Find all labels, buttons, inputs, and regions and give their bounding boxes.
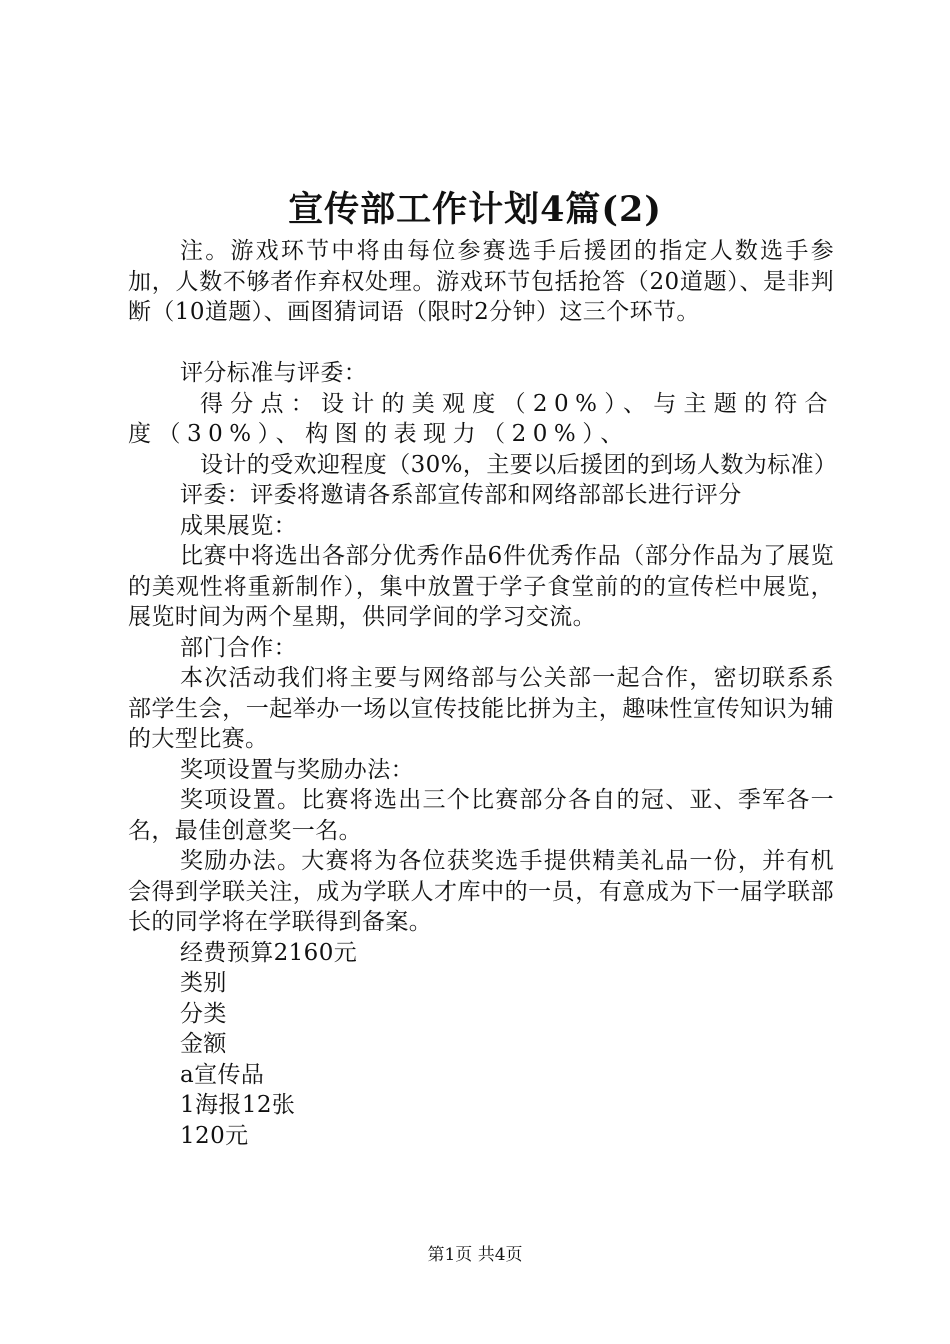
paragraph-reward-method: 奖励办法。大赛将为各位获奖选手提供精美礼品一份，并有机会得到学联关注，成为学联人才库中的一员，有意成为下一届学联部长的同学将在学联得到备案。: [128, 848, 834, 935]
blank-line: [128, 328, 834, 359]
document-body: [128, 236, 838, 1151]
heading-awards: 奖项设置与奖励办法：: [180, 756, 414, 783]
budget-item-amount: 120元: [180, 1122, 249, 1149]
page-title: 宣传部工作计划4篇(2): [288, 189, 662, 230]
budget-header-subcategory: 分类: [180, 1000, 227, 1027]
heading-scoring-judges: 评分标准与评委：: [180, 360, 368, 386]
paragraph-cooperation: 本次活动我们将主要与网络部与公关部一起合作，密切联系系部学生会，一起举办一场以宣传技能比拼为主，趣味性宣传知识为辅的大型比赛。: [128, 665, 834, 752]
paragraph-judges: 评委：评委将邀请各系部宣传部和网络部部长进行评分: [180, 482, 742, 508]
budget-item-category: a宣传品: [180, 1061, 265, 1088]
heading-exhibition: 成果展览：: [180, 512, 297, 539]
page-footer: 第1页 共4页: [427, 1245, 523, 1265]
budget-header-amount: 金额: [180, 1031, 227, 1057]
budget-item-poster: 1海报12张: [180, 1092, 296, 1118]
paragraph-exhibition: 比赛中将选出各部分优秀作品6件优秀作品（部分作品为了展览的美观性将重新制作），集中放置于学子食堂前的的宣传栏中展览，展览时间为两个星期，供同学间的学习交流。: [128, 543, 834, 630]
budget-header-category: 类别: [180, 970, 227, 996]
paragraph-scoring-points: 得分点：设计的美观度（20%）、与主题的符合度（30%）、构图的表现力（20%）、: [128, 390, 834, 447]
paragraph-popularity: 设计的受欢迎程度（30%，主要以后援团的到场人数为标准）: [200, 451, 838, 478]
heading-cooperation: 部门合作：: [180, 634, 297, 661]
paragraph-award-settings: 奖项设置。比赛将选出三个比赛部分各自的冠、亚、季军各一名，最佳创意奖一名。: [128, 787, 834, 844]
paragraph-game-rules: 注。游戏环节中将由每位参赛选手后援团的指定人数选手参加，人数不够者作弃权处理。游戏环节包括抢答（20道题）、是非判断（10道题）、画图猜词语（限时2分钟）这三个环节。: [128, 238, 834, 325]
budget-total: 经费预算2160元: [180, 939, 358, 966]
